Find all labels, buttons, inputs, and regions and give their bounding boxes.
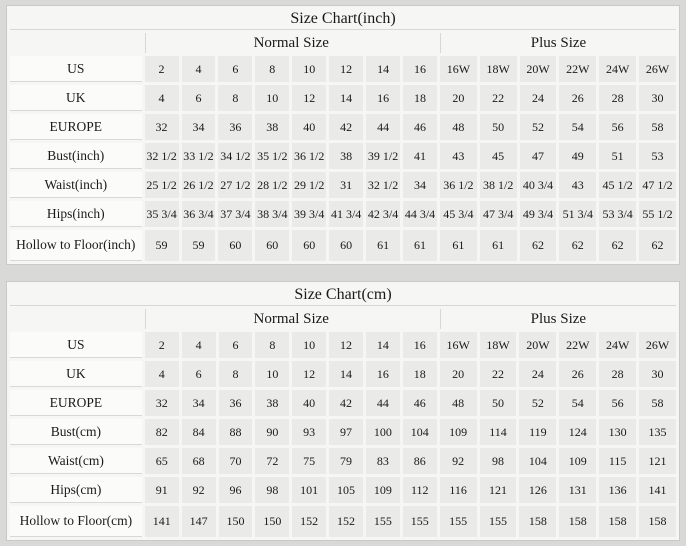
data-cell: 36 1/2	[292, 143, 326, 169]
data-cell: 25 1/2	[145, 172, 179, 198]
data-cell: 58	[639, 114, 676, 140]
data-cell: 104	[519, 448, 556, 474]
data-cell: 61	[403, 230, 437, 261]
row-label: Hips(cm)	[10, 477, 142, 503]
data-cell: 16	[366, 85, 400, 111]
row-label: Waist(inch)	[10, 172, 142, 198]
row-label: UK	[10, 361, 142, 387]
data-cell: 40	[292, 114, 326, 140]
data-cell: 38 1/2	[480, 172, 517, 198]
data-cell: 150	[219, 506, 253, 537]
row-label: Waist(cm)	[10, 448, 142, 474]
table-row	[10, 230, 676, 261]
data-cell: 152	[329, 506, 363, 537]
data-cell: 20W	[519, 332, 556, 358]
row-label: Bust(inch)	[10, 143, 142, 169]
data-cell: 70	[219, 448, 253, 474]
data-cell: 24W	[599, 332, 636, 358]
data-cell: 158	[559, 506, 596, 537]
data-cell: 45 1/2	[599, 172, 636, 198]
data-cell: 36	[219, 390, 253, 416]
data-cell: 43	[440, 143, 477, 169]
table-row	[10, 506, 676, 537]
table-row	[10, 114, 676, 140]
data-cell: 45 3/4	[440, 201, 477, 227]
data-cell: 114	[480, 419, 517, 445]
data-cell: 40 3/4	[520, 172, 557, 198]
row-label: Hips(inch)	[10, 201, 142, 227]
data-cell: 92	[440, 448, 477, 474]
data-cell: 136	[599, 477, 636, 503]
data-cell: 54	[559, 390, 596, 416]
data-cell: 36 3/4	[182, 201, 216, 227]
data-cell: 131	[559, 477, 596, 503]
table-title-row	[10, 9, 676, 30]
data-cell: 155	[440, 506, 477, 537]
table-row	[10, 390, 676, 416]
data-cell: 27 1/2	[218, 172, 252, 198]
data-cell: 22	[480, 361, 517, 387]
data-cell: 4	[145, 361, 179, 387]
data-cell: 12	[329, 332, 363, 358]
data-cell: 104	[403, 419, 437, 445]
data-cell: 32 1/2	[145, 143, 179, 169]
data-cell: 54	[559, 114, 596, 140]
data-cell: 28 1/2	[255, 172, 289, 198]
data-cell: 62	[599, 230, 636, 261]
data-cell: 115	[599, 448, 636, 474]
data-cell: 34	[182, 390, 216, 416]
data-cell: 155	[366, 506, 400, 537]
data-cell: 48	[440, 114, 477, 140]
data-cell: 96	[219, 477, 253, 503]
data-cell: 20	[440, 85, 477, 111]
data-cell: 34 1/2	[218, 143, 252, 169]
table-row	[10, 477, 676, 503]
data-cell: 2	[145, 56, 179, 82]
data-cell: 48	[440, 390, 477, 416]
data-cell: 60	[329, 230, 363, 261]
data-cell: 8	[255, 56, 289, 82]
data-cell: 38	[329, 143, 363, 169]
data-cell: 98	[480, 448, 517, 474]
data-cell: 51 3/4	[559, 201, 596, 227]
data-cell: 38	[255, 390, 289, 416]
data-cell: 45	[480, 143, 517, 169]
data-cell: 61	[366, 230, 400, 261]
data-cell: 124	[559, 419, 596, 445]
data-cell: 44	[366, 114, 400, 140]
data-cell: 20	[440, 361, 477, 387]
data-cell: 42 3/4	[366, 201, 400, 227]
data-cell: 16W	[440, 332, 477, 358]
data-cell: 60	[292, 230, 326, 261]
data-cell: 97	[329, 419, 363, 445]
data-cell: 6	[182, 85, 216, 111]
table-row	[10, 448, 676, 474]
data-cell: 35 1/2	[255, 143, 289, 169]
data-cell: 34	[403, 172, 437, 198]
table-row	[10, 85, 676, 111]
data-cell: 24	[520, 85, 557, 111]
data-cell: 52	[520, 114, 557, 140]
data-cell: 84	[182, 419, 216, 445]
data-cell: 60	[255, 230, 289, 261]
data-cell: 33 1/2	[182, 143, 216, 169]
data-cell: 109	[366, 477, 400, 503]
data-cell: 14	[329, 361, 363, 387]
table-row	[10, 361, 676, 387]
data-cell: 56	[599, 114, 636, 140]
data-cell: 155	[403, 506, 437, 537]
data-cell: 42	[329, 390, 363, 416]
data-cell: 6	[218, 56, 252, 82]
data-cell: 42	[329, 114, 363, 140]
data-cell: 65	[145, 448, 179, 474]
data-cell: 38	[255, 114, 289, 140]
row-label: UK	[10, 85, 142, 111]
data-cell: 10	[292, 332, 326, 358]
data-cell: 36 1/2	[440, 172, 477, 198]
data-cell: 61	[480, 230, 517, 261]
data-cell: 150	[255, 506, 289, 537]
data-cell: 98	[255, 477, 289, 503]
data-cell: 4	[182, 332, 216, 358]
data-cell: 121	[639, 448, 676, 474]
data-cell: 20W	[520, 56, 557, 82]
data-cell: 82	[145, 419, 179, 445]
data-cell: 47	[520, 143, 557, 169]
data-cell: 32 1/2	[366, 172, 400, 198]
column-group-plus-size: Plus Size	[440, 309, 676, 329]
data-cell: 86	[403, 448, 437, 474]
data-cell: 12	[329, 56, 363, 82]
row-label: Hollow to Floor(inch)	[10, 230, 142, 261]
data-cell: 26	[559, 85, 596, 111]
column-group-normal-size: Normal Size	[145, 33, 437, 53]
data-cell: 29 1/2	[292, 172, 326, 198]
size-chart-inch	[6, 5, 680, 265]
data-cell: 56	[599, 390, 636, 416]
data-cell: 36	[218, 114, 252, 140]
data-cell: 116	[440, 477, 477, 503]
data-cell: 24	[519, 361, 556, 387]
data-cell: 91	[145, 477, 179, 503]
data-cell: 47 3/4	[480, 201, 517, 227]
column-group-row	[10, 309, 676, 329]
data-cell: 41	[403, 143, 437, 169]
data-cell: 6	[182, 361, 216, 387]
column-group-normal-size: Normal Size	[145, 309, 437, 329]
data-cell: 155	[480, 506, 517, 537]
data-cell: 22W	[559, 56, 596, 82]
data-cell: 101	[292, 477, 326, 503]
data-cell: 18W	[480, 332, 517, 358]
data-cell: 16	[403, 332, 437, 358]
data-cell: 83	[366, 448, 400, 474]
data-cell: 32	[145, 114, 179, 140]
data-cell: 90	[255, 419, 289, 445]
data-cell: 16W	[440, 56, 477, 82]
data-cell: 158	[519, 506, 556, 537]
data-cell: 53	[639, 143, 676, 169]
data-cell: 39 1/2	[366, 143, 400, 169]
data-cell: 24W	[599, 56, 636, 82]
data-cell: 52	[519, 390, 556, 416]
data-cell: 8	[219, 361, 253, 387]
data-cell: 62	[520, 230, 557, 261]
row-label: EUROPE	[10, 390, 142, 416]
data-cell: 141	[639, 477, 676, 503]
data-cell: 12	[292, 361, 326, 387]
data-cell: 31	[329, 172, 363, 198]
data-cell: 112	[403, 477, 437, 503]
table-title: Size Chart(inch)	[10, 9, 676, 30]
data-cell: 152	[292, 506, 326, 537]
data-cell: 88	[219, 419, 253, 445]
data-cell: 38 3/4	[255, 201, 289, 227]
column-group-row	[10, 33, 676, 53]
table-row	[10, 56, 676, 82]
data-cell: 59	[182, 230, 216, 261]
data-cell: 4	[182, 56, 216, 82]
data-cell: 28	[599, 85, 636, 111]
data-cell: 92	[182, 477, 216, 503]
data-cell: 6	[219, 332, 253, 358]
table-row	[10, 419, 676, 445]
data-cell: 16	[366, 361, 400, 387]
data-cell: 34	[182, 114, 216, 140]
data-cell: 50	[480, 114, 517, 140]
data-cell: 14	[366, 332, 400, 358]
data-cell: 119	[519, 419, 556, 445]
table-row	[10, 143, 676, 169]
data-cell: 41 3/4	[329, 201, 363, 227]
data-cell: 158	[599, 506, 636, 537]
data-cell: 40	[292, 390, 326, 416]
data-cell: 130	[599, 419, 636, 445]
data-cell: 8	[255, 332, 289, 358]
table-row	[10, 201, 676, 227]
data-cell: 46	[403, 390, 437, 416]
data-cell: 26	[559, 361, 596, 387]
data-cell: 75	[292, 448, 326, 474]
data-cell: 158	[639, 506, 676, 537]
data-cell: 22	[480, 85, 517, 111]
table-title: Size Chart(cm)	[10, 285, 676, 306]
data-cell: 109	[559, 448, 596, 474]
corner-cell	[10, 309, 142, 329]
data-cell: 26 1/2	[182, 172, 216, 198]
table-row	[10, 332, 676, 358]
data-cell: 44	[366, 390, 400, 416]
corner-cell	[10, 33, 142, 53]
size-chart-cm	[6, 281, 680, 541]
data-cell: 47 1/2	[639, 172, 676, 198]
row-label: US	[10, 332, 142, 358]
data-cell: 2	[145, 332, 179, 358]
data-cell: 51	[599, 143, 636, 169]
data-cell: 50	[480, 390, 517, 416]
data-cell: 43	[559, 172, 596, 198]
table-title-row	[10, 285, 676, 306]
data-cell: 109	[440, 419, 477, 445]
data-cell: 35 3/4	[145, 201, 179, 227]
data-cell: 10	[255, 85, 289, 111]
data-cell: 16	[403, 56, 437, 82]
data-cell: 10	[255, 361, 289, 387]
data-cell: 18	[403, 361, 437, 387]
data-cell: 68	[182, 448, 216, 474]
data-cell: 53 3/4	[599, 201, 636, 227]
row-label: US	[10, 56, 142, 82]
data-cell: 37 3/4	[218, 201, 252, 227]
data-cell: 141	[145, 506, 179, 537]
data-cell: 49 3/4	[520, 201, 557, 227]
data-cell: 55 1/2	[639, 201, 676, 227]
data-cell: 62	[639, 230, 676, 261]
data-cell: 46	[403, 114, 437, 140]
data-cell: 72	[255, 448, 289, 474]
data-cell: 26W	[639, 332, 676, 358]
row-label: EUROPE	[10, 114, 142, 140]
data-cell: 58	[639, 390, 676, 416]
row-label: Bust(cm)	[10, 419, 142, 445]
data-cell: 100	[366, 419, 400, 445]
data-cell: 32	[145, 390, 179, 416]
data-cell: 126	[519, 477, 556, 503]
data-cell: 8	[218, 85, 252, 111]
data-cell: 39 3/4	[292, 201, 326, 227]
data-cell: 18	[403, 85, 437, 111]
data-cell: 12	[292, 85, 326, 111]
data-cell: 30	[639, 85, 676, 111]
data-cell: 62	[559, 230, 596, 261]
data-cell: 44 3/4	[403, 201, 437, 227]
data-cell: 18W	[480, 56, 517, 82]
column-group-plus-size: Plus Size	[440, 33, 676, 53]
data-cell: 105	[329, 477, 363, 503]
data-cell: 59	[145, 230, 179, 261]
data-cell: 135	[639, 419, 676, 445]
data-cell: 49	[559, 143, 596, 169]
data-cell: 22W	[559, 332, 596, 358]
data-cell: 121	[480, 477, 517, 503]
data-cell: 60	[218, 230, 252, 261]
data-cell: 26W	[639, 56, 676, 82]
data-cell: 14	[366, 56, 400, 82]
row-label: Hollow to Floor(cm)	[10, 506, 142, 537]
data-cell: 147	[182, 506, 216, 537]
data-cell: 4	[145, 85, 179, 111]
data-cell: 79	[329, 448, 363, 474]
data-cell: 93	[292, 419, 326, 445]
data-cell: 14	[329, 85, 363, 111]
data-cell: 30	[639, 361, 676, 387]
data-cell: 10	[292, 56, 326, 82]
data-cell: 61	[440, 230, 477, 261]
table-row	[10, 172, 676, 198]
data-cell: 28	[599, 361, 636, 387]
